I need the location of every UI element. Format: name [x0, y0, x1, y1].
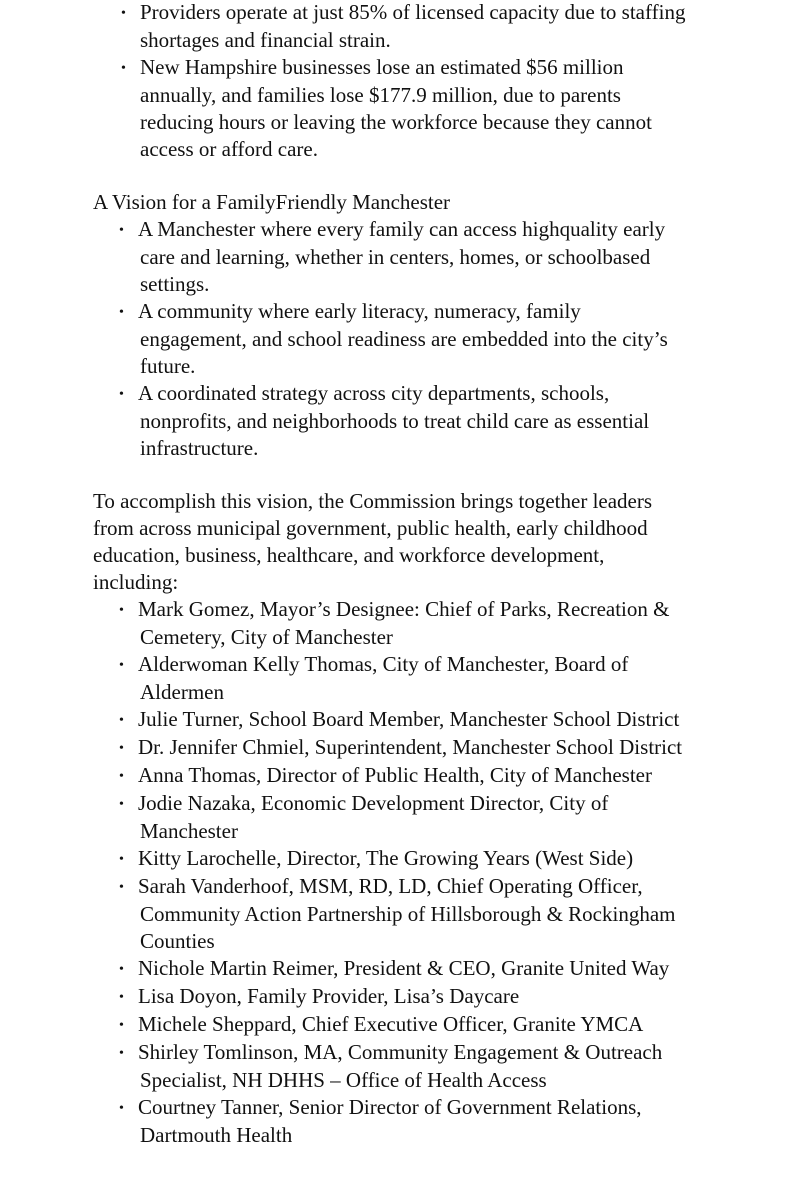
bullet-icon: • [119, 797, 124, 812]
list-item [0, 790, 685, 845]
list-item-text: Courtney Tanner, Senior Director of Government Relations, Dartmouth Health [138, 1095, 642, 1147]
bullet-icon: • [119, 305, 124, 320]
bullet-icon: • [119, 962, 124, 977]
bullet-icon: • [119, 603, 124, 618]
list-item [0, 983, 685, 1011]
bullet-icon: • [121, 6, 126, 21]
list-item-text: Dr. Jennifer Chmiel, Superintendent, Manchester School District [138, 735, 683, 759]
list-item [0, 1011, 720, 1039]
bullet-icon: • [119, 223, 124, 238]
statistics-list [0, 0, 788, 163]
bullet-icon: • [119, 769, 124, 784]
list-item [0, 706, 685, 734]
list-item-text: Anna Thomas, Director of Public Health, City of Manchester [138, 763, 652, 787]
bullet-icon: • [119, 1101, 124, 1116]
bullet-icon: • [119, 1046, 124, 1061]
list-item [0, 216, 680, 298]
list-item [0, 762, 720, 790]
commission-intro: To accomplish this vision, the Commission brings together leaders from across municipal government, public health, early childhood education, business, healthcare, and workforce development, including: [93, 489, 653, 594]
bullet-icon: • [119, 713, 124, 728]
list-item-text: New Hampshire businesses lose an estimated $56 million annually, and families lose $177.9 million, due to parents reducing hours or leaving the workforce because they cannot access or afford care. [140, 55, 652, 161]
bullet-icon: • [119, 658, 124, 673]
section-heading: A Vision for a FamilyFriendly Manchester [93, 190, 451, 214]
list-item [0, 651, 685, 706]
bullet-icon: • [119, 1018, 124, 1033]
list-item-text: Julie Turner, School Board Member, Manchester School District [138, 707, 680, 731]
list-item-text: Kitty Larochelle, Director, The Growing Years (West Side) [138, 846, 634, 870]
list-item [0, 298, 680, 380]
list-item-text: Shirley Tomlinson, MA, Community Engagement & Outreach Specialist, NH DHHS – Office of Health Access [138, 1040, 663, 1092]
bullet-icon: • [119, 880, 124, 895]
list-item-text: Mark Gomez, Mayor’s Designee: Chief of Parks, Recreation & Cemetery, City of Manchester [138, 597, 670, 649]
list-item [0, 0, 700, 54]
vision-list [0, 216, 788, 462]
list-item-text: Alderwoman Kelly Thomas, City of Manchester, Board of Aldermen [138, 652, 629, 704]
list-item [0, 596, 685, 651]
bullet-icon: • [119, 741, 124, 756]
list-item-text: Michele Sheppard, Chief Executive Officer, Granite YMCA [138, 1012, 644, 1036]
list-item [0, 955, 685, 983]
list-item-text: A community where early literacy, numeracy, family engagement, and school readiness are embedded into the city’s future. [138, 299, 668, 378]
list-item [0, 873, 685, 955]
list-item-text: Sarah Vanderhoof, MSM, RD, LD, Chief Operating Officer, Community Action Partnership of Hillsborough & Rockingham Counties [138, 874, 676, 953]
list-item [0, 1039, 685, 1094]
list-item [0, 1094, 685, 1149]
list-item [0, 845, 720, 873]
list-item-text: A Manchester where every family can access highquality early care and learning, whether in centers, homes, or schoolbased settings. [138, 217, 666, 296]
list-item [0, 734, 685, 762]
list-item-text: A coordinated strategy across city departments, schools, nonprofits, and neighborhoods to treat child care as essential infrastructure. [138, 381, 650, 460]
bullet-icon: • [121, 61, 126, 76]
list-item [0, 54, 680, 163]
list-item-text: Providers operate at just 85% of licensed capacity due to staffing shortages and financial strain. [140, 0, 686, 52]
list-item-text: Jodie Nazaka, Economic Development Director, City of Manchester [138, 791, 609, 843]
bullet-icon: • [119, 852, 124, 867]
bullet-icon: • [119, 387, 124, 402]
list-item-text: Lisa Doyon, Family Provider, Lisa’s Daycare [138, 984, 520, 1008]
bullet-icon: • [119, 990, 124, 1005]
commission-members-list [0, 596, 788, 1149]
list-item [0, 380, 680, 462]
list-item-text: Nichole Martin Reimer, President & CEO, Granite United Way [138, 956, 670, 980]
